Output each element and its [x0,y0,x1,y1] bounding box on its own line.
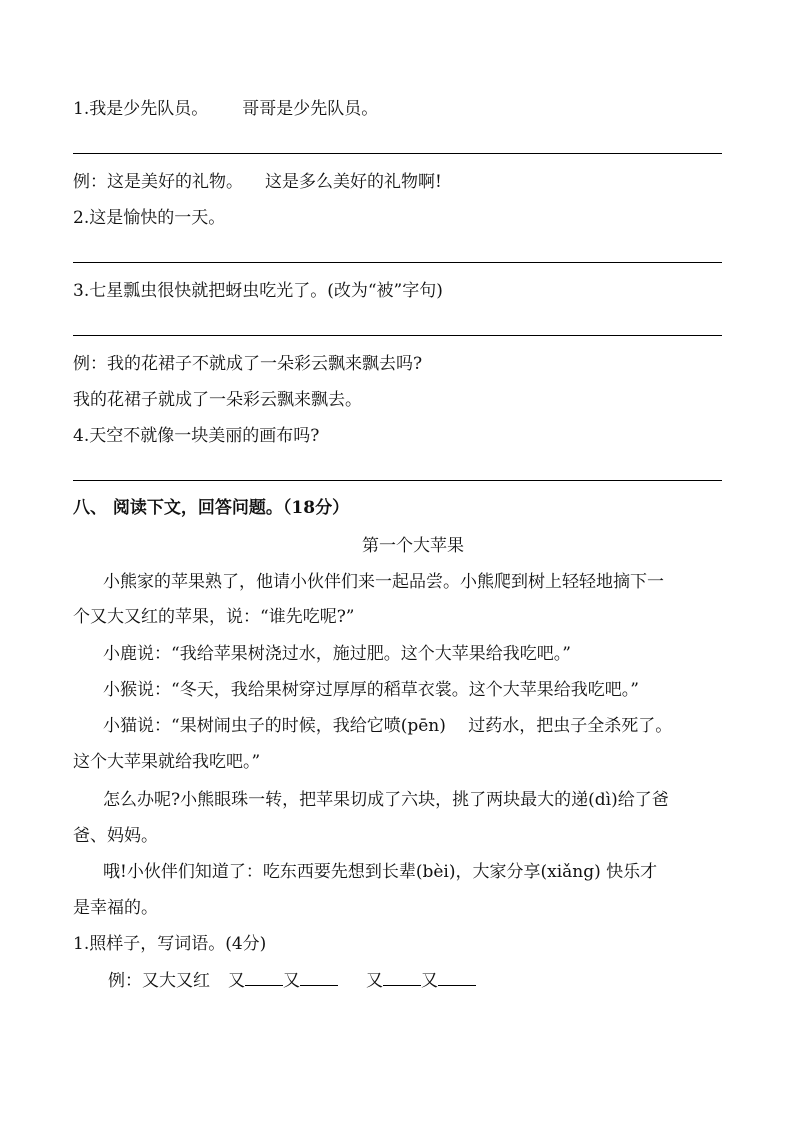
you-char: 又 [366,971,383,991]
exercise-3: 3.七星瓢虫很快就把蚜虫吃光了。(改为“被”字句) [73,281,443,301]
passage-paragraph-4: 小猫说：“果树闹虫子的时候，我给它喷(pēn) 过药水，把虫子全杀死了。 [103,716,673,736]
you-char: 又 [228,971,245,991]
fill-blank-3[interactable] [383,971,421,986]
example-1 [73,171,442,193]
passage-paragraph-6-cont: 是幸福的。 [73,898,158,918]
answer-line-2[interactable] [73,262,722,263]
example-1-result: 这是多么美好的礼物啊! [265,172,442,192]
passage-paragraph-3: 小猴说：“冬天，我给果树穿过厚厚的稻草衣裳。这个大苹果给我吃吧。” [103,680,639,700]
exercise-1 [73,98,378,120]
passage-title: 第一个大苹果 [362,536,464,556]
you-char: 又 [283,971,300,991]
section-8-heading: 八、 阅读下文，回答问题。（18分） [73,498,350,518]
exercise-2: 2.这是愉快的一天。 [73,208,226,228]
passage-paragraph-5: 怎么办呢?小熊眼珠一转，把苹果切成了六块，挑了两块最大的递(dì)给了爸 [103,790,669,810]
passage-paragraph-4-cont: 这个大苹果就给我吃吧。” [73,752,261,772]
example-2-question: 例：我的花裙子不就成了一朵彩云飘来飘去吗? [73,354,423,374]
passage-paragraph-5-cont: 爸、妈妈。 [73,826,158,846]
exercise-1-result: 哥哥是少先队员。 [242,99,379,119]
fill-blank-2[interactable] [300,971,338,986]
question-1-example-row [108,970,476,992]
you-char: 又 [421,971,438,991]
fill-blank-4[interactable] [438,971,476,986]
passage-paragraph-1-cont: 个又大又红的苹果，说：“谁先吃呢?” [73,607,355,627]
question-1-example: 例：又大又红 [108,971,210,991]
question-1-prompt: 1.照样子，写词语。(4分) [73,934,267,954]
passage-paragraph-6: 哦!小伙伴们知道了：吃东西要先想到长辈(bèi)，大家分享(xiǎng) 快乐才 [103,862,658,882]
example-2-answer: 我的花裙子就成了一朵彩云飘来飘去。 [73,390,362,410]
answer-line-4[interactable] [73,480,722,481]
example-1-sentence: 例：这是美好的礼物。 [73,172,243,192]
fill-blank-1[interactable] [245,971,283,986]
answer-line-1[interactable] [73,153,722,154]
exercise-4: 4.天空不就像一块美丽的画布吗? [73,426,320,446]
passage-paragraph-1: 小熊家的苹果熟了，他请小伙伴们来一起品尝。小熊爬到树上轻轻地摘下一 [103,572,664,592]
passage-paragraph-2: 小鹿说：“我给苹果树浇过水，施过肥。这个大苹果给我吃吧。” [103,644,571,664]
exercise-1-sentence: 1.我是少先队员。 [73,99,209,119]
answer-line-3[interactable] [73,335,722,336]
